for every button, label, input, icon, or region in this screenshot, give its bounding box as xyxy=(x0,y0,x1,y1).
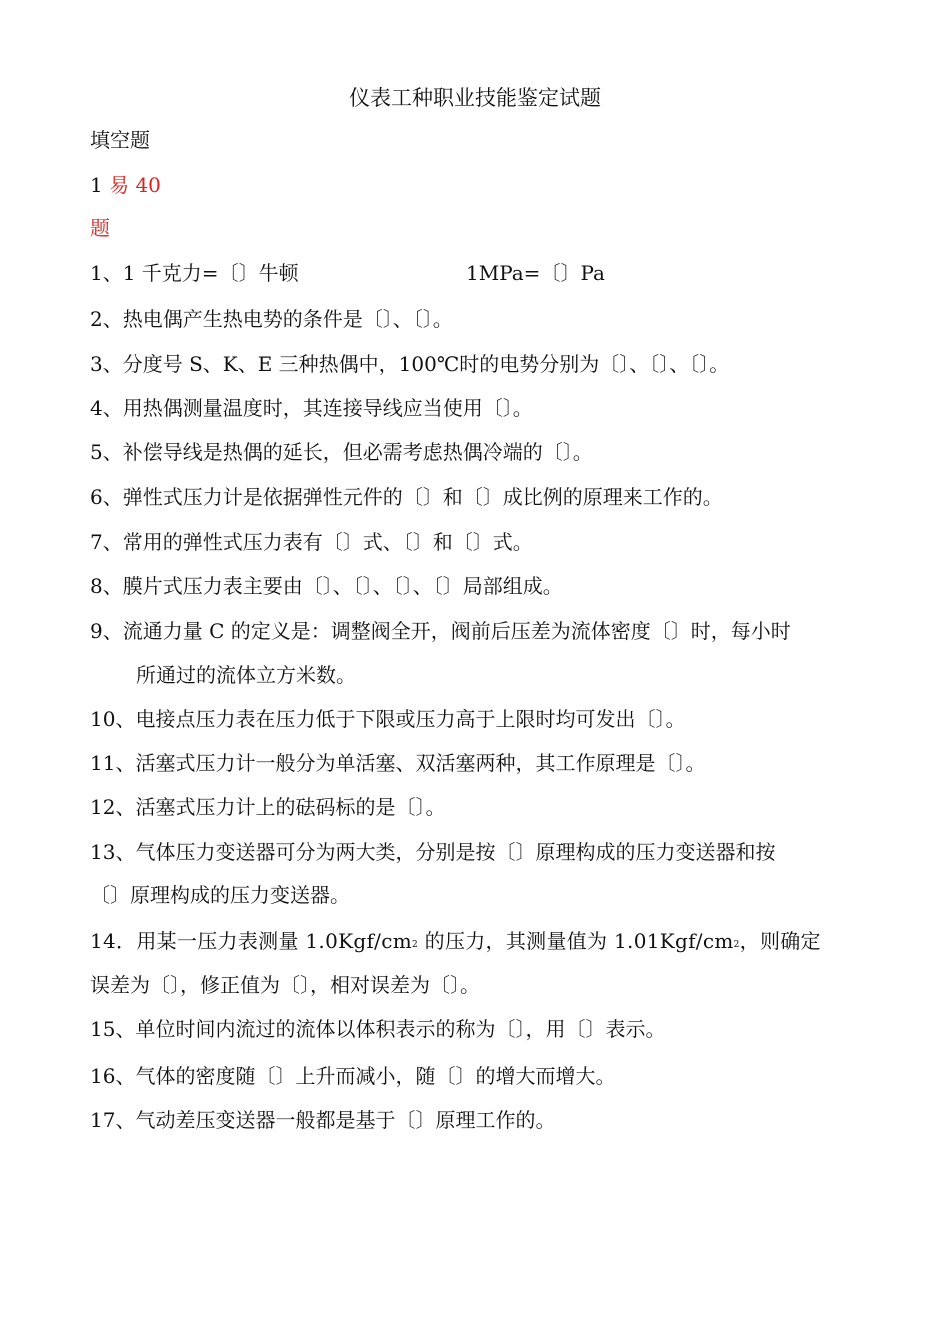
question-7: 7、常用的弹性式压力表有〔〕式、〔〕和〔〕式。 xyxy=(90,530,533,554)
question-17: 17、气动差压变送器一般都是基于〔〕原理工作的。 xyxy=(90,1108,556,1132)
question-11: 11、活塞式压力计一般分为单活塞、双活塞两种，其工作原理是〔〕。 xyxy=(90,751,706,775)
section-heading: 填空题 xyxy=(90,128,150,152)
question-5: 5、补偿导线是热偶的延长，但必需考虑热偶冷端的〔〕。 xyxy=(90,440,593,464)
question-1-part-b: 1MPa=〔〕Pa xyxy=(466,261,605,285)
question-9-line-2: 所通过的流体立方米数。 xyxy=(136,663,356,687)
difficulty-level: 1 xyxy=(90,173,103,197)
question-14-line-2: 误差为〔〕，修正值为〔〕，相对误差为〔〕。 xyxy=(90,973,480,997)
question-6: 6、弹性式压力计是依据弹性元件的〔〕和〔〕成比例的原理来工作的。 xyxy=(90,485,723,509)
difficulty-suffix: 题 xyxy=(90,216,110,240)
question-14-text-c: ，则确定 xyxy=(739,929,821,953)
question-13-line-1: 13、气体压力变送器可分为两大类，分别是按〔〕原理构成的压力变送器和按 xyxy=(90,840,776,864)
question-9-line-1: 9、流通力量 C 的定义是：调整阀全开，阀前后压差为流体密度〔〕时，每小时 xyxy=(90,619,791,643)
question-3: 3、分度号 S、K、E 三种热偶中，100℃时的电势分别为〔〕、〔〕、〔〕。 xyxy=(90,352,730,376)
question-14-superscript-2: 2 xyxy=(733,940,740,950)
question-10: 10、电接点压力表在压力低于下限或压力高于上限时均可发出〔〕。 xyxy=(90,707,686,731)
question-4: 4、用热偶测量温度时，其连接导线应当使用〔〕。 xyxy=(90,396,533,420)
question-1 xyxy=(90,259,605,287)
question-16: 16、气体的密度随〔〕上升而减小，随〔〕的增大而增大。 xyxy=(90,1064,616,1088)
question-8: 8、膜片式压力表主要由〔〕、〔〕、〔〕、〔〕局部组成。 xyxy=(90,574,563,598)
question-14-line-1 xyxy=(90,927,821,960)
question-13-line-2: 〔〕原理构成的压力变送器。 xyxy=(90,883,350,907)
question-15: 15、单位时间内流过的流体以体积表示的称为〔〕，用〔〕表示。 xyxy=(90,1017,666,1041)
question-14-text-a: 14．用某一压力表测量 1.0Kgf/cm xyxy=(90,929,412,953)
page-title: 仪表工种职业技能鉴定试题 xyxy=(349,86,601,110)
question-12: 12、活塞式压力计上的砝码标的是〔〕。 xyxy=(90,795,446,819)
difficulty-line xyxy=(90,171,161,199)
question-1-part-a: 1、1 千克力=〔〕牛顿 xyxy=(90,261,299,285)
difficulty-label: 易 40 xyxy=(109,173,161,197)
question-2: 2、热电偶产生热电势的条件是〔〕、〔〕。 xyxy=(90,307,453,331)
question-14-superscript-1: 2 xyxy=(411,940,418,950)
question-14-text-b: 的压力，其测量值为 1.01Kgf/cm xyxy=(418,929,734,953)
